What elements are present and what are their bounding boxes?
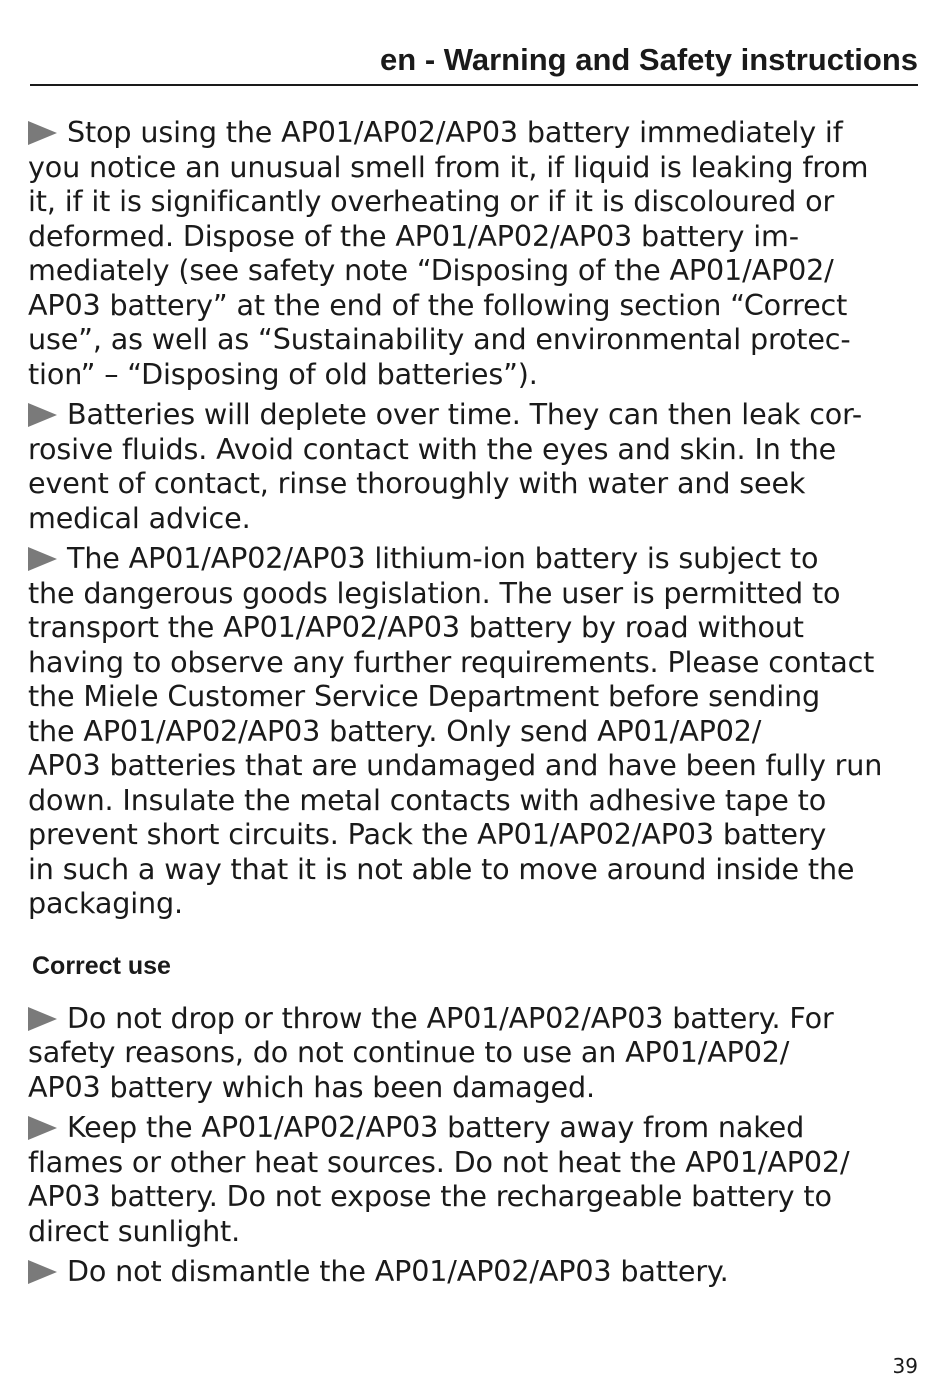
text-line: flames or other heat sources. Do not heat the AP01/AP02/ (28, 1144, 850, 1179)
text-line: packaging. (28, 886, 183, 920)
text-line: in such a way that it is not able to move around inside the (28, 851, 855, 886)
arrow-bullet-icon (28, 403, 57, 427)
text-line: AP03 battery. Do not expose the rechargeable battery to (28, 1179, 832, 1213)
arrow-bullet-icon (28, 1116, 57, 1140)
text-line: AP03 batteries that are undamaged and have been fully run (28, 748, 883, 782)
correct-use-item (28, 1254, 918, 1289)
text-line: AP03 battery which has been damaged. (28, 1069, 595, 1104)
text-line: down. Insulate the metal contacts with adhesive tape to (28, 782, 827, 817)
text-line: having to observe any further requirements. Please contact (28, 644, 875, 679)
warning-item (28, 397, 918, 535)
text-line: you notice an unusual smell from it, if liquid is leaking from (28, 149, 869, 184)
text-line: Do not drop or throw the AP01/AP02/AP03 battery. For (28, 1001, 918, 1036)
page-header (30, 36, 918, 86)
text-line: the AP01/AP02/AP03 battery. Only send AP01/AP02/ (28, 713, 762, 748)
text-line: use”, as well as “Sustainability and environmental protec- (28, 322, 851, 356)
text-line: Keep the AP01/AP02/AP03 battery away from naked (28, 1110, 918, 1145)
arrow-bullet-icon (28, 1007, 57, 1031)
text-line: Stop using the AP01/AP02/AP03 battery immediately if (28, 115, 918, 150)
page-number: 39 (892, 1354, 918, 1378)
text-line: Batteries will deplete over time. They can then leak cor- (28, 397, 918, 432)
text-line: rosive fluids. Avoid contact with the eyes and skin. In the (28, 431, 837, 466)
correct-use-item (28, 1110, 918, 1248)
warning-item (28, 115, 918, 391)
header-title: en - Warning and Safety instructions (380, 42, 918, 77)
text-line: the dangerous goods legislation. The user is permitted to (28, 575, 841, 610)
text-line: The AP01/AP02/AP03 lithium-ion battery is subject to (28, 541, 918, 576)
text-line: event of contact, rinse thoroughly with water and seek (28, 466, 806, 500)
text-line: Do not dismantle the AP01/AP02/AP03 battery. (28, 1254, 918, 1289)
text-line: the Miele Customer Service Department before sending (28, 679, 821, 713)
arrow-bullet-icon (28, 1260, 57, 1284)
text-line: direct sunlight. (28, 1213, 241, 1248)
section-heading-correct-use: Correct use (32, 951, 171, 980)
text-line: medical advice. (28, 500, 251, 535)
arrow-bullet-icon (28, 121, 57, 145)
text-line: AP03 battery” at the end of the following section “Correct (28, 287, 848, 322)
arrow-bullet-icon (28, 547, 57, 571)
text-line: transport the AP01/AP02/AP03 battery by road without (28, 610, 804, 644)
page-content (28, 115, 918, 1295)
correct-use-item (28, 1001, 918, 1105)
text-line: it, if it is significantly overheating or if it is discoloured or (28, 184, 835, 218)
text-line: mediately (see safety note “Disposing of the AP01/AP02/ (28, 253, 834, 287)
text-line: deformed. Dispose of the AP01/AP02/AP03 battery im- (28, 218, 799, 253)
text-line: safety reasons, do not continue to use an AP01/AP02/ (28, 1035, 790, 1069)
warning-item (28, 541, 918, 921)
text-line: prevent short circuits. Pack the AP01/AP02/AP03 battery (28, 817, 827, 851)
text-line: tion” – “Disposing of old batteries”). (28, 356, 538, 391)
